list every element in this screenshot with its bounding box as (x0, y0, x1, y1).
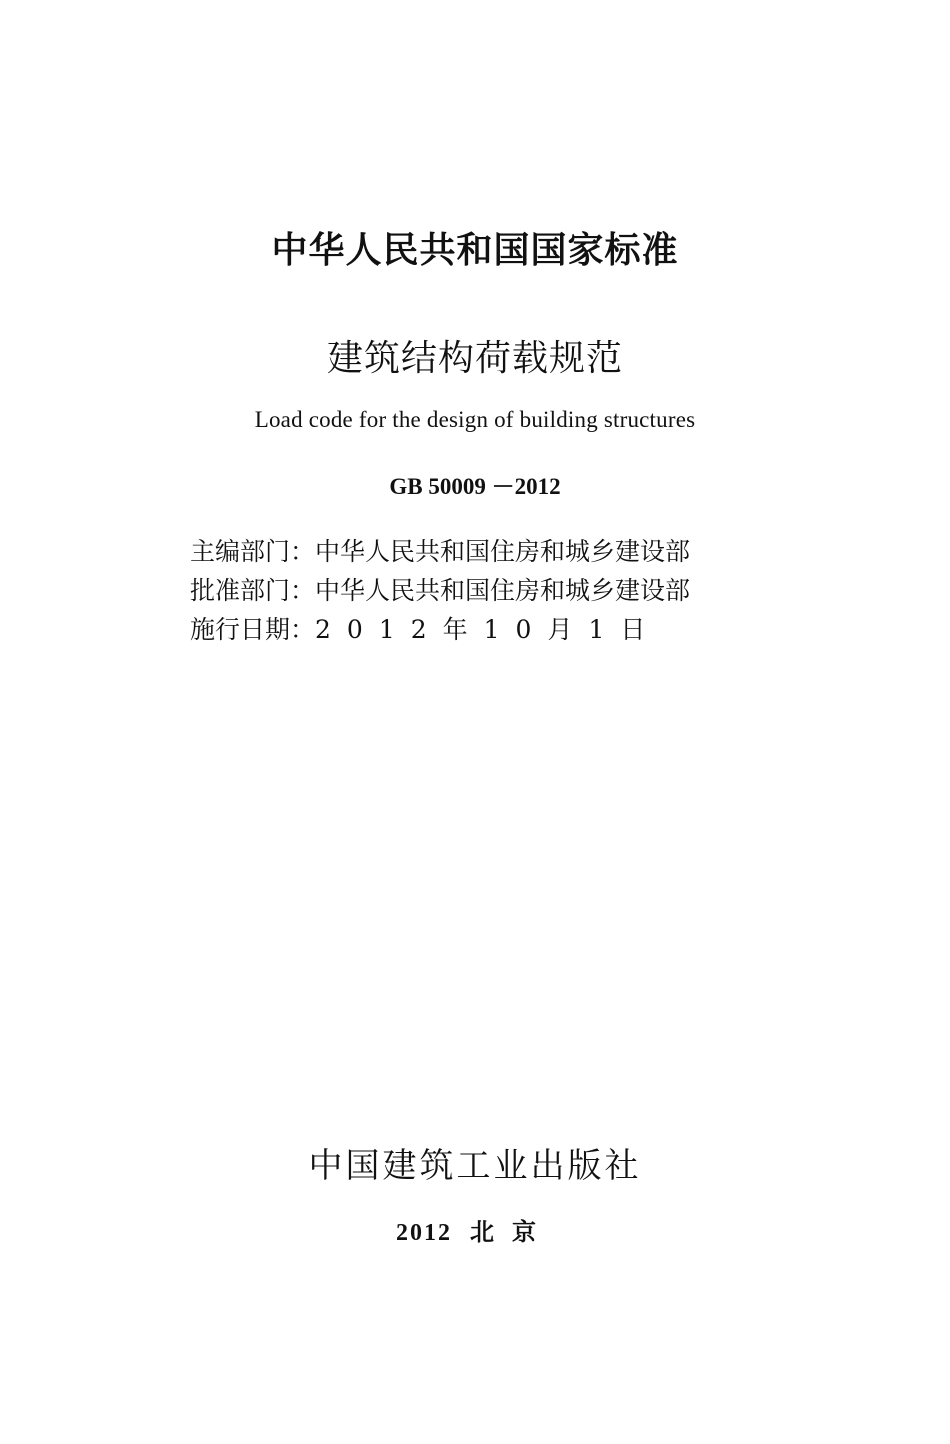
chief-editor-label: 主编部门： (190, 537, 316, 566)
publication-line (0, 1212, 950, 1247)
publication-city: 北京 (470, 1220, 554, 1246)
effective-date-label: 施行日期： (190, 615, 316, 644)
standard-series-heading: 中华人民共和国国家标准 (271, 230, 679, 271)
approver-row (190, 571, 750, 610)
effective-date-row (190, 610, 750, 649)
issuing-info-block (190, 532, 750, 649)
code-title-chinese: 建筑结构荷载规范 (326, 338, 623, 379)
effective-date-value: 2012年10月1日 (315, 615, 662, 644)
approver-label: 批准部门： (190, 576, 316, 605)
chief-editor-row (190, 532, 750, 571)
approver-value: 中华人民共和国住房和城乡建设部 (315, 576, 691, 605)
chief-editor-value: 中华人民共和国住房和城乡建设部 (315, 537, 691, 566)
standard-number: GB 50009 －2012 (389, 474, 561, 499)
publisher-name: 中国建筑工业出版社 (308, 1146, 642, 1186)
publication-year: 2012 (396, 1220, 452, 1246)
code-title-english: Load code for the design of building structures (254, 407, 696, 432)
